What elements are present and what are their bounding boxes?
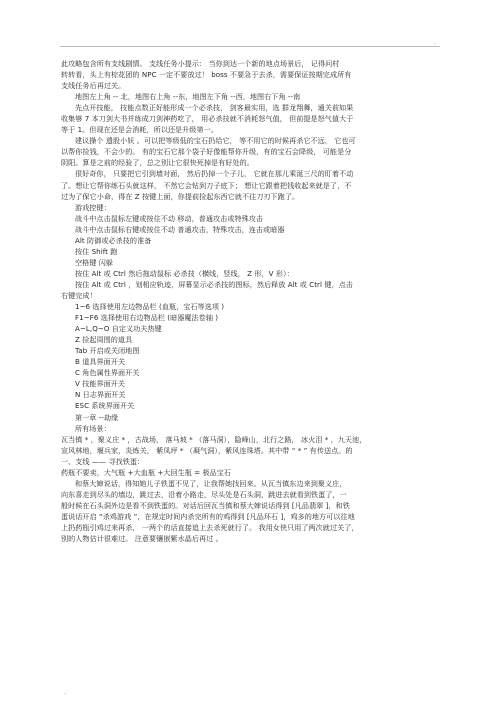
text-line: 地图左上角 -- 北，地图右上角 --东，地图左下角 --西，地图右下角 --南 [75,92,301,102]
text-line: 按住 Shift 跑 [75,246,118,256]
text-line: 了。想让它帮你练石头就这样， 不然它会钻到刀子底下； 想让它跟着把钱收起来就是了，不 [61,180,352,190]
footer-mark: . [64,688,67,696]
text-line: 很好奇你， 只要把它引到墙对面， 然后扔掉一个子儿， 它就在那儿乘涎三尺的盯着不动 [75,169,354,179]
text-line: 第一章 --劫缘 [75,412,119,422]
text-line: 瓦当镇 * ，聚义庄 * ，古战场， 落马坡 * （落马洞），隐峰山，北行之路， 冰火泪 * ，九天池， [61,434,367,444]
text-line: Alt 防御或必杀技的准备 [75,235,152,245]
document-body [61,58,441,544]
text-line: N 日志界面开关 [75,390,126,400]
text-line: 先点开技能， 技能点数正好能形成一个必杀技， 剑客最实用，选 群龙翔舞，通关前如果 [75,103,354,113]
text-line: 按住 Alt 或 Ctrl ，划相应轨迹，屏幕显示必杀技的图标，然后释放 Alt 或 Ctrl 键，点击 [75,279,353,289]
text-line: C 角色属性界面开关 [75,368,140,378]
text-line: 按住 Alt 或 Ctrl 然后拖动鼠标 必杀技（横线，竖线， Z 形，V 形）： [75,268,294,278]
text-line: 建议操个 遗股小妖 。可以把等级低的宝石扔给它， 等不用它的时候再杀它不远， 它也可 [75,136,356,146]
text-line: 般时候在石头洞外边是看不到铁蛋的。对话后回瓦当镇和蔡大婶说话得到 [凡品翡翠 ]，和铁 [61,500,350,510]
text-line: F1~F6 选择使用右边物品栏 (暗器魔法卷轴 ) [75,313,219,323]
text-line: 上扔药瓶引鸡过来再杀， 一两个的话直接追上去杀死就行了。 我用女侠只用了两次就过关了， [61,522,359,532]
text-line: 等于 1。但现在还是会消耗，所以还是升级第一。 [61,125,218,135]
text-line: 转转看，头上有棕花团的 NPC 一定不要放过！ boss 不要急于去杀，需要保证按期完成所有 [61,70,352,80]
text-line: 阴阳。算是之前的经验了，总之别让它很快死掉是有好处的。 [61,158,254,168]
header-rule [60,46,440,47]
text-line: Z 捡起周围的道具 [75,335,133,345]
text-line: 战斗中点击鼠标右键或按住不动 普通攻击，特殊攻击，连击或暗器 [75,224,285,234]
text-line: 收集够 7 本刀剑大书并练成刀剑神药吃了， 用必杀技就不消耗怒气值， 但前提是怒气值大于 [61,114,354,124]
text-line: 战斗中点击鼠标左键或按住不动 移动，普通攻击或特殊攻击 [75,213,264,223]
text-line: V 技能界面开关 [75,379,126,389]
text-line: A~L,Q~O 自定义功夫热键 [75,324,162,334]
text-line: Tab 开启或关闭地图 [75,346,140,356]
text-line: 和蔡大婶说话，得知她儿子铁蛋不见了，让我帮她找回来。从瓦当镇东边来到聚义庄， [75,478,347,488]
text-line: 右键完成！ [61,290,97,300]
text-line: 游戏控键： [75,202,111,212]
text-line: 别的人物估计很难过。 注意要镶嵌紫水晶后再过 。 [61,534,223,544]
text-line: B 道具界面开关 [75,357,126,367]
text-line: 宣风林地，堰兵家，炎炼关， 紫凤坪 * （凝气洞），紫风连珠塔。其中带 “ * ” 有传送点。的 [61,445,353,455]
text-line: 支线任务后再过关。 [61,81,126,91]
header-mark: . [433,38,436,46]
text-line: 以帮你捡钱，不会少的。 有的宝石它那个袋子好像能帮你升级，有的宝石会降级， 可能是分 [61,147,352,157]
text-line: 过为了保它小命，得在 Z 按键上面，你提前捡起东西它就不往刀刃下跑了。 [61,191,300,201]
text-line: 所有场景： [75,423,111,433]
text-line: 1~6 选择使用左边物品栏 (血瓶，宝石等选项 ) [75,302,225,312]
text-line: 向东喜走到尽头的墙边，跳过去，沿着小路走，尽头处是石头洞，跳进去就看到铁蛋了，一 [61,489,347,499]
text-line: 空格键 闪躲 [75,257,114,267]
text-line: 蛋说话开启 “杀鸡游戏 ”，在规定时间内杀完所有的鸡得到 [凡品环石 ]，鸡多的地方可以往地 [61,511,355,521]
text-line: 此攻略包含所有支线剧情。 支线任务小提示： 当你到达一个新的地点场景后， 记得问村 [61,59,340,68]
text-line: ESC 系统界面开关 [75,401,135,411]
text-line: 一、支线 —— 寻找铁蛋： [61,456,145,466]
text-line: 药瓶不要卖，大气瓶 +大血瓶 +大回生瓶 = 极品宝石 [61,467,232,477]
